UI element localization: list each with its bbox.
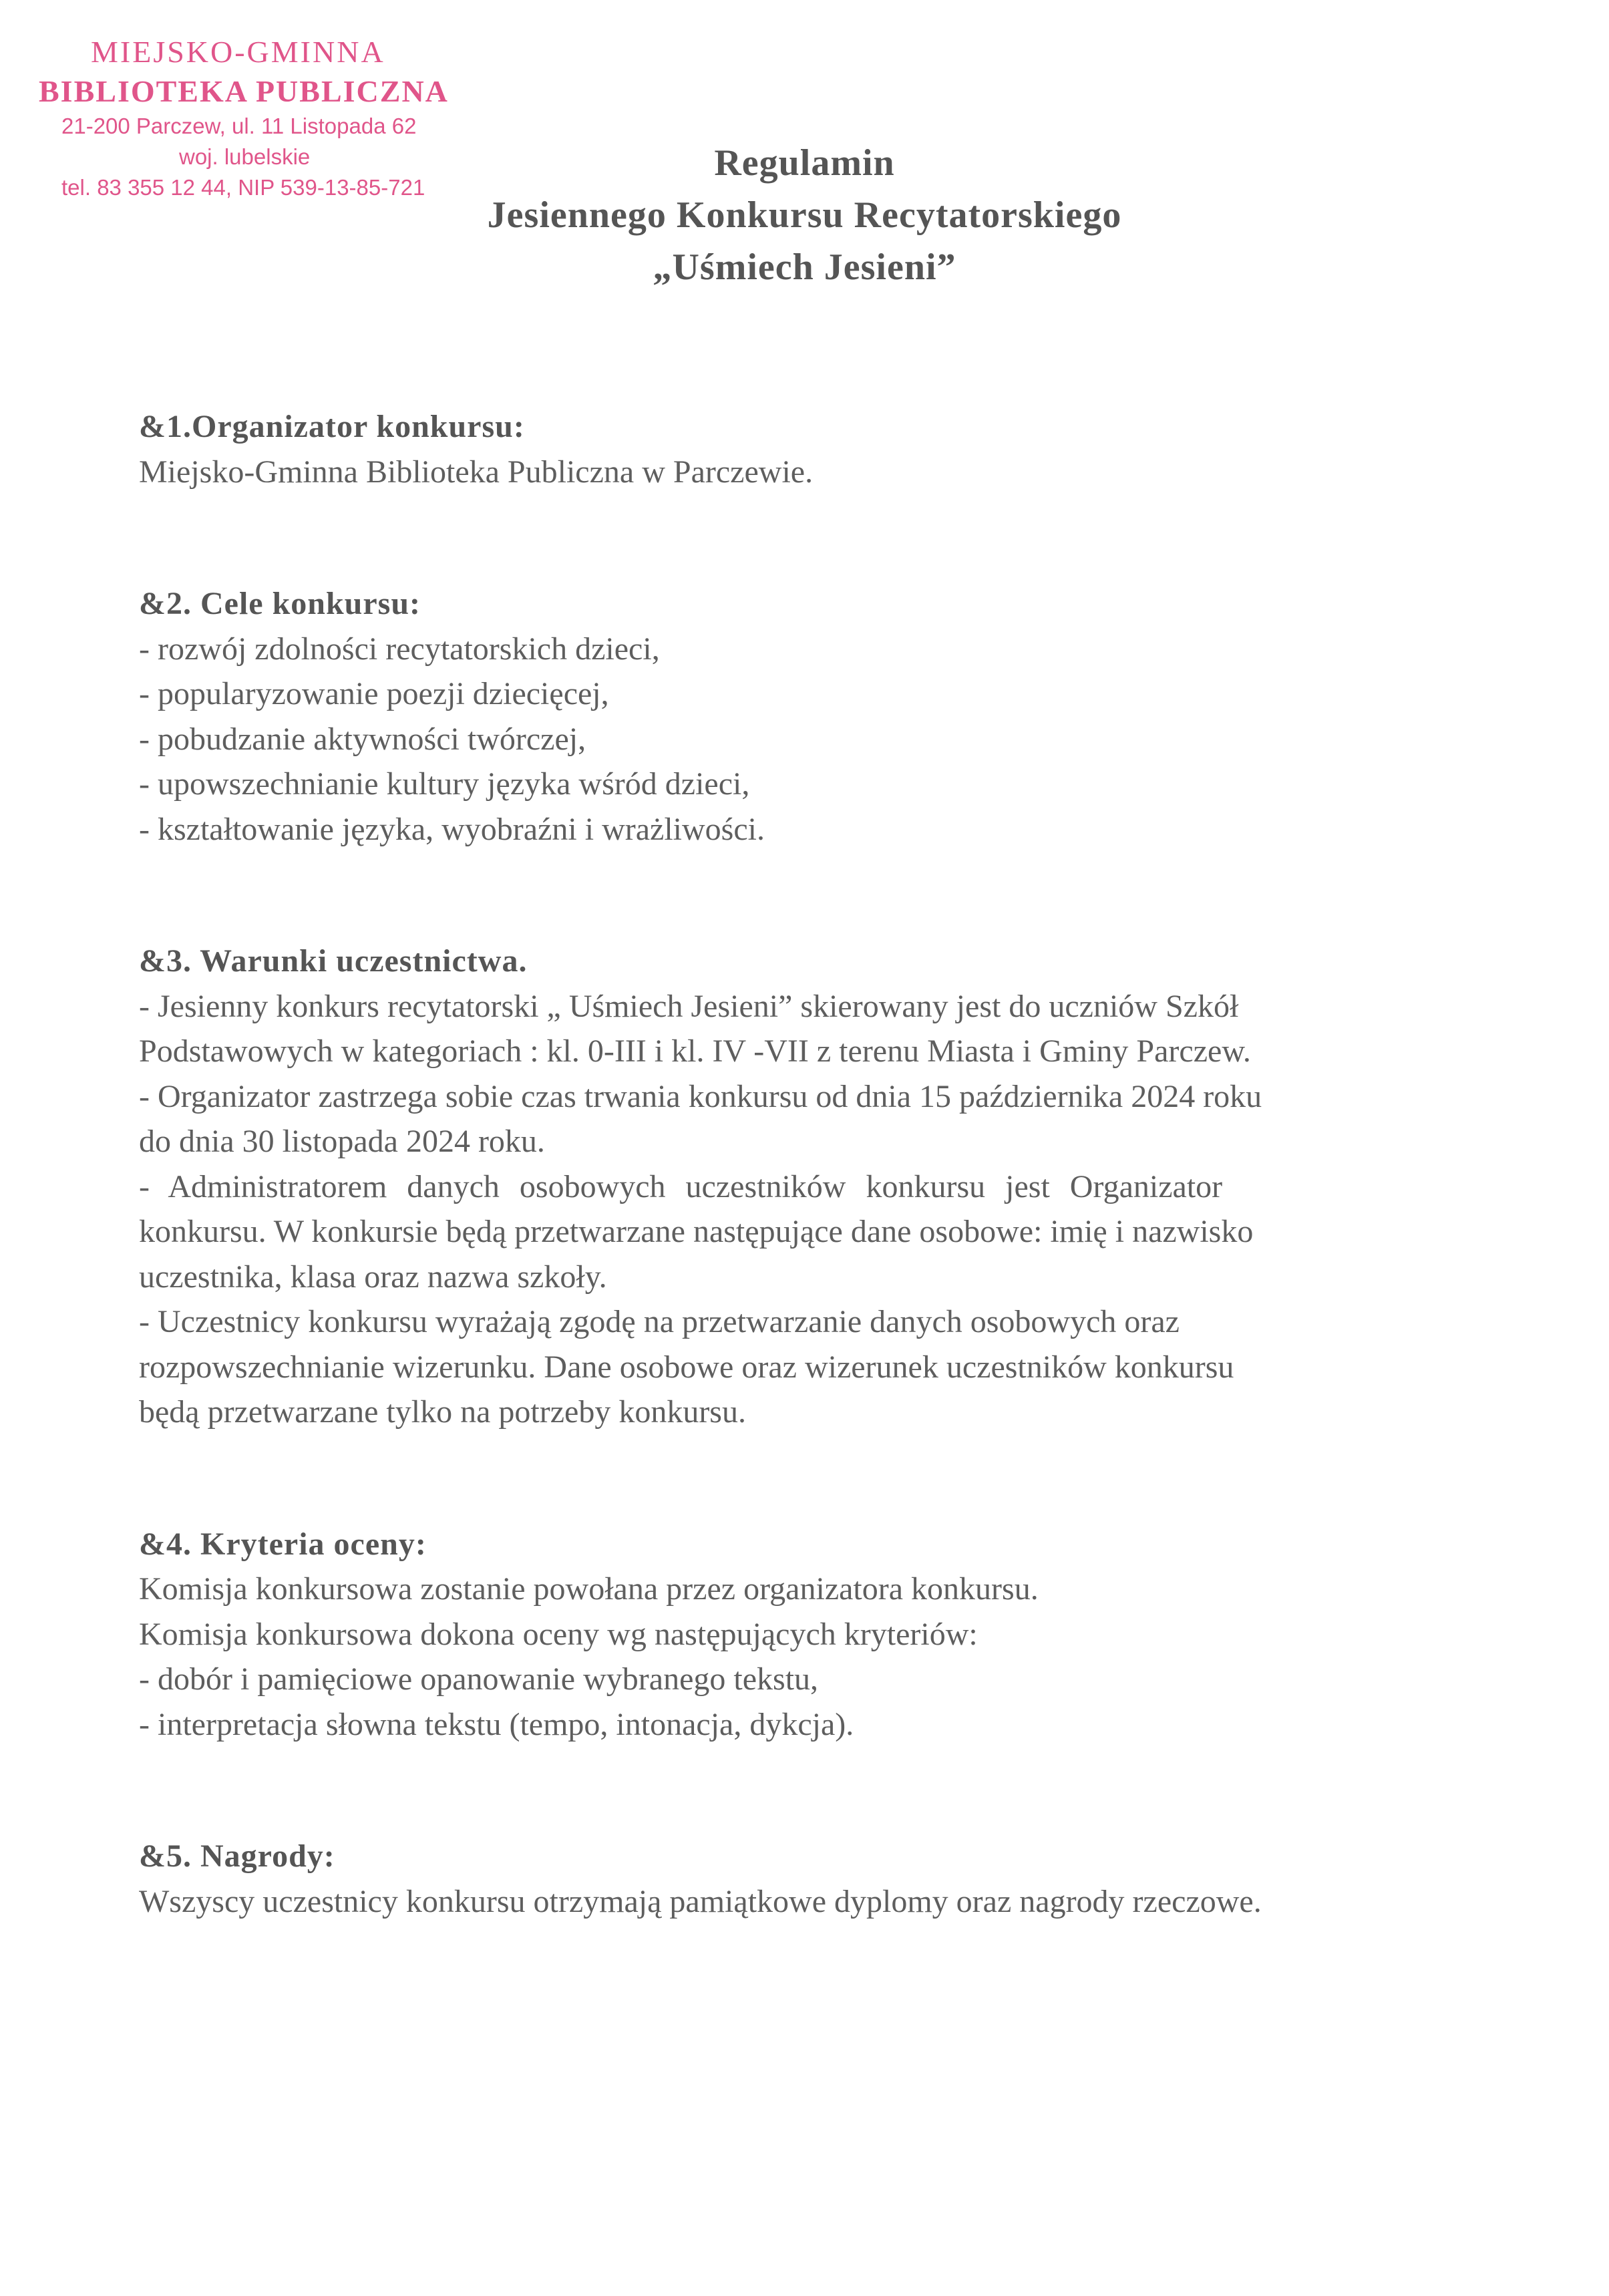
section-goals bbox=[139, 581, 1475, 852]
list-item: - popularyzowanie poezji dziecięcej, bbox=[139, 676, 609, 711]
stamp-address: 21-200 Parczew, ul. 11 Listopada 62 bbox=[61, 114, 417, 138]
section-heading: &1.Organizator konkursu: bbox=[139, 409, 525, 444]
paragraph-line: do dnia 30 listopada 2024 roku. bbox=[139, 1124, 545, 1159]
paragraph-line: - Organizator zastrzega sobie czas trwania konkursu od dnia 15 października 2024 roku bbox=[139, 1078, 1262, 1114]
section-criteria bbox=[139, 1522, 1475, 1748]
section-heading: &5. Nagrody: bbox=[139, 1838, 335, 1874]
section-organizer bbox=[139, 404, 1475, 494]
section-heading: &2. Cele konkursu: bbox=[139, 586, 421, 621]
paragraph-line: konkursu. W konkursie będą przetwarzane następujące dane osobowe: imię i nazwisko bbox=[139, 1214, 1254, 1249]
paragraph-line: będą przetwarzane tylko na potrzeby konkursu. bbox=[139, 1394, 746, 1430]
section-line: Komisja konkursowa zostanie powołana przez organizatora konkursu. bbox=[139, 1571, 1039, 1607]
paragraph-line: uczestnika, klasa oraz nazwa szkoły. bbox=[139, 1259, 607, 1295]
section-conditions bbox=[139, 939, 1475, 1435]
list-item: - pobudzanie aktywności twórczej, bbox=[139, 721, 586, 757]
list-item: - kształtowanie języka, wyobraźni i wrażliwości. bbox=[139, 811, 765, 847]
stamp-line-1: MIEJSKO-GMINNA bbox=[91, 35, 385, 69]
title-line-1: Regulamin bbox=[714, 142, 895, 184]
paragraph-line: - Administratorem danych osobowych uczestników konkursu jest Organizator bbox=[139, 1168, 1223, 1204]
section-prizes bbox=[139, 1834, 1475, 1924]
section-heading: &3. Warunki uczestnictwa. bbox=[139, 943, 528, 979]
title-line-2: Jesiennego Konkursu Recytatorskiego bbox=[487, 194, 1122, 236]
section-line: Wszyscy uczestnicy konkursu otrzymają pamiątkowe dyplomy oraz nagrody rzeczowe. bbox=[139, 1883, 1262, 1919]
paragraph bbox=[139, 1299, 1475, 1435]
paragraph bbox=[139, 1164, 1475, 1300]
document-body bbox=[139, 404, 1475, 2011]
list-item: - rozwój zdolności recytatorskich dzieci, bbox=[139, 631, 660, 667]
paragraph bbox=[139, 984, 1475, 1074]
section-line: Miejsko-Gminna Biblioteka Publiczna w Parczewie. bbox=[139, 454, 814, 490]
list-item: - upowszechnianie kultury języka wśród dzieci, bbox=[139, 766, 750, 802]
paragraph bbox=[139, 1074, 1475, 1164]
section-line: Komisja konkursowa dokona oceny wg następujących kryteriów: bbox=[139, 1616, 978, 1652]
section-heading: &4. Kryteria oceny: bbox=[139, 1526, 427, 1562]
stamp-line-2: BIBLIOTEKA PUBLICZNA bbox=[39, 74, 449, 108]
list-item: - interpretacja słowna tekstu (tempo, intonacja, dykcja). bbox=[139, 1706, 854, 1742]
stamp-contact: tel. 83 355 12 44, NIP 539-13-85-721 bbox=[61, 175, 425, 200]
paragraph-line: - Jesienny konkurs recytatorski „ Uśmiech Jesieni” skierowany jest do uczniów Szkół bbox=[139, 988, 1239, 1024]
title-line-3: „Uśmiech Jesieni” bbox=[653, 247, 956, 288]
stamp-region: woj. lubelskie bbox=[179, 144, 311, 169]
paragraph-line: - Uczestnicy konkursu wyrażają zgodę na przetwarzanie danych osobowych oraz bbox=[139, 1304, 1180, 1339]
paragraph-line: Podstawowych w kategoriach : kl. 0-III i kl. IV -VII z terenu Miasta i Gminy Parczew. bbox=[139, 1033, 1251, 1069]
list-item: - dobór i pamięciowe opanowanie wybranego tekstu, bbox=[139, 1661, 819, 1697]
paragraph-line: rozpowszechnianie wizerunku. Dane osobowe oraz wizerunek uczestników konkursu bbox=[139, 1349, 1234, 1385]
document-title bbox=[0, 137, 1609, 293]
